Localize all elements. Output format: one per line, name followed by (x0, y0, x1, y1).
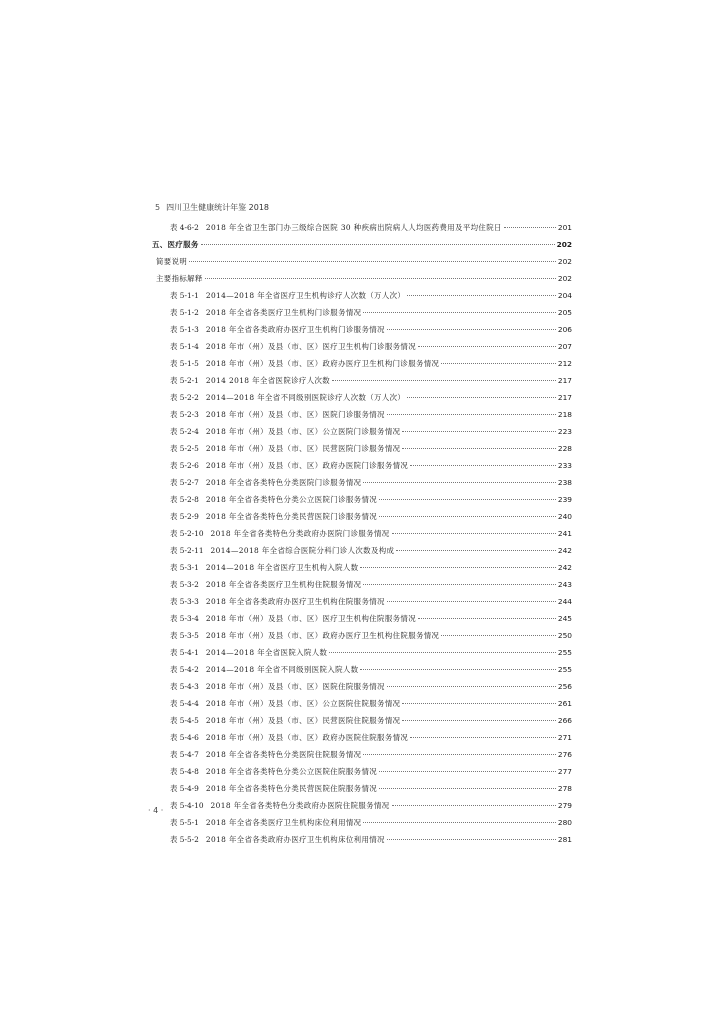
toc-entry[interactable] (152, 256, 572, 273)
toc-entry-page: 207 (557, 342, 572, 351)
toc-entry-page: 280 (557, 818, 572, 827)
toc-entry[interactable] (152, 460, 572, 477)
toc-entry[interactable] (152, 494, 572, 511)
toc-entry-title: 2018 年市（州）及县（市、区）政府办医疗卫生机构门诊服务情况 (205, 359, 440, 368)
toc-entry-number: 表 5-2-7 (170, 478, 199, 487)
toc-entry-page: 271 (557, 733, 572, 742)
toc-dot-leader (402, 720, 555, 721)
toc-entry[interactable] (152, 817, 572, 834)
toc-entry-page: 250 (557, 631, 572, 640)
toc-entry[interactable] (152, 681, 572, 698)
toc-dot-leader (441, 635, 556, 636)
toc-entry-number: 表 5-1-3 (170, 325, 199, 334)
toc-entry-number: 表 5-2-1 (170, 376, 199, 385)
toc-dot-leader (418, 346, 556, 347)
toc-dot-leader (387, 329, 556, 330)
toc-entry-page: 241 (557, 529, 572, 538)
table-of-contents (152, 222, 572, 851)
toc-entry-page: 201 (557, 223, 572, 232)
toc-entry-title: 2018 年市（州）及县（市、区）医院门诊服务情况 (205, 410, 385, 419)
toc-entry-number: 表 5-1-1 (170, 291, 199, 300)
toc-entry-title: 2014—2018 年全省不同级别医院诊疗人次数（万人次） (205, 393, 406, 402)
toc-entry-page: 255 (557, 648, 572, 657)
toc-dot-leader (205, 278, 556, 279)
toc-entry-number: 表 5-4-3 (170, 682, 199, 691)
toc-entry-title: 2018 年全省各类政府办医疗卫生机构住院服务情况 (205, 597, 385, 606)
toc-entry-page: 242 (557, 563, 572, 572)
toc-entry-title: 2018 年市（州）及县（市、区）医疗卫生机构住院服务情况 (205, 614, 416, 623)
toc-entry-number: 表 5-3-3 (170, 597, 199, 606)
toc-entry[interactable] (152, 443, 572, 460)
toc-entry[interactable] (152, 698, 572, 715)
toc-dot-leader (387, 601, 556, 602)
toc-entry-number: 表 5-2-9 (170, 512, 199, 521)
toc-dot-leader (407, 397, 556, 398)
toc-entry-number: 表 5-4-5 (170, 716, 199, 725)
toc-dot-leader (379, 499, 556, 500)
toc-dot-leader (360, 567, 555, 568)
toc-entry-page: 204 (557, 291, 572, 300)
toc-entry-title: 2018 年市（州）及县（市、区）民营医院门诊服务情况 (205, 444, 401, 453)
toc-entry-title: 2018 年全省各类特色分类医院住院服务情况 (205, 750, 362, 759)
toc-entry-title: 2018 年全省各类特色分类公立医院门诊服务情况 (205, 495, 378, 504)
toc-entry[interactable] (152, 290, 572, 307)
toc-entry-title: 2018 年市（州）及县（市、区）医疗卫生机构门诊服务情况 (205, 342, 416, 351)
toc-entry[interactable] (152, 477, 572, 494)
toc-entry-title: 2018 年市（州）及县（市、区）民营医院住院服务情况 (205, 716, 401, 725)
toc-entry[interactable] (152, 630, 572, 647)
toc-entry[interactable] (152, 392, 572, 409)
toc-entry-number: 表 4-6-2 (170, 223, 199, 232)
toc-dot-leader (329, 652, 556, 653)
toc-entry[interactable] (152, 749, 572, 766)
toc-dot-leader (418, 618, 556, 619)
toc-dot-leader (363, 754, 555, 755)
toc-entry-title: 2018 年全省各类政府办医疗卫生机构床位利用情况 (205, 835, 385, 844)
toc-entry-title: 2018 年全省各类医疗卫生机构门诊服务情况 (205, 308, 362, 317)
toc-entry-number: 表 5-2-6 (170, 461, 199, 470)
toc-entry-number: 表 5-1-2 (170, 308, 199, 317)
toc-entry-title: 2018 年全省各类特色分类公立医院住院服务情况 (205, 767, 378, 776)
toc-entry-page: 278 (557, 784, 572, 793)
toc-entry-title: 2018 年市（州）及县（市、区）公立医院住院服务情况 (205, 699, 401, 708)
toc-entry[interactable] (152, 834, 572, 851)
toc-entry[interactable] (152, 375, 572, 392)
toc-entry-number: 表 5-3-4 (170, 614, 199, 623)
toc-dot-leader (363, 822, 555, 823)
toc-dot-leader (379, 516, 556, 517)
toc-entry-page: 212 (557, 359, 572, 368)
toc-entry-number: 表 5-2-8 (170, 495, 199, 504)
toc-entry-title: 2018 年全省各类特色分类政府办医院门诊服务情况 (210, 529, 390, 538)
toc-dot-leader (360, 669, 555, 670)
toc-entry[interactable] (152, 222, 572, 239)
toc-entry[interactable] (152, 307, 572, 324)
toc-entry-title: 2014—2018 年全省医疗卫生机构诊疗人次数（万人次） (205, 291, 406, 300)
toc-entry-number: 表 5-3-2 (170, 580, 199, 589)
toc-dot-leader (410, 737, 556, 738)
toc-entry-page: 202 (557, 274, 572, 283)
toc-dot-leader (396, 550, 556, 551)
toc-dot-leader (363, 482, 555, 483)
toc-entry[interactable] (152, 545, 572, 562)
toc-entry-page: 261 (557, 699, 572, 708)
toc-entry-page: 281 (557, 835, 572, 844)
toc-entry-title: 五、医疗服务 (152, 240, 199, 249)
toc-entry[interactable] (152, 664, 572, 681)
toc-entry-page: 240 (557, 512, 572, 521)
toc-dot-leader (363, 312, 555, 313)
toc-dot-leader (189, 261, 556, 262)
toc-entry[interactable] (152, 579, 572, 596)
toc-entry-title: 2014—2018 年全省综合医院分科门诊人次数及构成 (210, 546, 395, 555)
toc-entry-title: 2018 年全省各类特色分类民营医院门诊服务情况 (205, 512, 378, 521)
toc-entry-number: 表 5-2-10 (170, 529, 204, 538)
toc-entry-page: 243 (557, 580, 572, 589)
toc-entry[interactable] (152, 613, 572, 630)
toc-entry-number: 表 5-2-2 (170, 393, 199, 402)
toc-entry-page: 256 (557, 682, 572, 691)
toc-entry-number: 表 5-3-5 (170, 631, 199, 640)
toc-entry[interactable] (152, 409, 572, 426)
toc-entry-page: 276 (557, 750, 572, 759)
toc-entry-title: 2018 年全省各类特色分类医院门诊服务情况 (205, 478, 362, 487)
toc-entry-title: 2018 年全省各类特色分类政府办医院住院服务情况 (210, 801, 390, 810)
toc-entry[interactable] (152, 647, 572, 664)
toc-entry-title: 2014 2018 年全省医院诊疗人次数 (205, 376, 331, 385)
toc-entry-title: 2018 年市（州）及县（市、区）公立医院门诊服务情况 (205, 427, 401, 436)
toc-dot-leader (504, 227, 556, 228)
toc-entry-number: 表 5-4-8 (170, 767, 199, 776)
toc-entry-number: 表 5-4-2 (170, 665, 199, 674)
toc-entry-number: 表 5-4-6 (170, 733, 199, 742)
toc-entry-title: 2014—2018 年全省不同级别医院入院人数 (205, 665, 359, 674)
toc-dot-leader (392, 533, 556, 534)
toc-entry-title: 2014—2018 年全省医疗卫生机构入院人数 (205, 563, 359, 572)
toc-entry[interactable] (152, 528, 572, 545)
toc-entry-title: 2018 年全省卫生部门办三级综合医院 30 种疾病出院病人人均医药费用及平均住院日 (205, 223, 502, 232)
toc-entry-number: 表 5-4-4 (170, 699, 199, 708)
toc-dot-leader (387, 839, 556, 840)
toc-entry-page: 202 (556, 240, 572, 249)
header-mark: 5 (155, 202, 161, 212)
toc-dot-leader (407, 295, 556, 296)
toc-entry-page: 223 (557, 427, 572, 436)
toc-entry-page: 233 (557, 461, 572, 470)
toc-entry-title: 2018 年市（州）及县（市、区）政府办医疗卫生机构住院服务情况 (205, 631, 440, 640)
toc-entry-number: 表 5-2-5 (170, 444, 199, 453)
toc-entry-number: 表 5-1-5 (170, 359, 199, 368)
toc-dot-leader (332, 380, 556, 381)
toc-entry-page: 217 (557, 376, 572, 385)
toc-entry[interactable] (152, 562, 572, 579)
toc-entry[interactable] (152, 273, 572, 290)
toc-entry-number: 表 5-4-1 (170, 648, 199, 657)
toc-entry-number: 表 5-4-7 (170, 750, 199, 759)
toc-entry[interactable] (152, 800, 572, 817)
toc-entry-page: 217 (557, 393, 572, 402)
toc-entry[interactable] (152, 511, 572, 528)
toc-dot-leader (402, 431, 555, 432)
toc-entry-page: 277 (557, 767, 572, 776)
toc-entry-title: 2018 年市（州）及县（市、区）政府办医院门诊服务情况 (205, 461, 409, 470)
toc-entry-page: 239 (557, 495, 572, 504)
toc-dot-leader (363, 584, 555, 585)
toc-dot-leader (201, 244, 555, 245)
toc-dot-leader (387, 686, 556, 687)
toc-entry-number: 表 5-2-3 (170, 410, 199, 419)
toc-entry-title: 2018 年全省各类医疗卫生机构床位利用情况 (205, 818, 362, 827)
toc-entry[interactable] (152, 426, 572, 443)
toc-dot-leader (379, 788, 556, 789)
toc-entry-title: 2018 年全省各类医疗卫生机构住院服务情况 (205, 580, 362, 589)
toc-entry-page: 202 (557, 257, 572, 266)
toc-entry-page: 206 (557, 325, 572, 334)
page-number: · 4 · (148, 806, 164, 815)
toc-entry[interactable] (152, 732, 572, 749)
toc-entry-number: 表 5-3-1 (170, 563, 199, 572)
toc-dot-leader (410, 465, 556, 466)
toc-entry-number: 表 5-5-2 (170, 835, 199, 844)
toc-entry-page: 242 (557, 546, 572, 555)
toc-entry-number: 表 5-4-10 (170, 801, 204, 810)
toc-entry-page: 244 (557, 597, 572, 606)
toc-entry-page: 255 (557, 665, 572, 674)
toc-entry-title: 2014—2018 年全省医院入院人数 (205, 648, 328, 657)
toc-entry-title: 简要说明 (156, 257, 188, 266)
toc-entry-number: 表 5-5-1 (170, 818, 199, 827)
toc-entry-page: 205 (557, 308, 572, 317)
toc-entry[interactable] (152, 239, 572, 256)
toc-entry-number: 表 5-1-4 (170, 342, 199, 351)
toc-entry[interactable] (152, 324, 572, 341)
toc-entry-title: 2018 年市（州）及县（市、区）医院住院服务情况 (205, 682, 385, 691)
toc-entry-page: 228 (557, 444, 572, 453)
toc-entry-page: 279 (557, 801, 572, 810)
toc-dot-leader (379, 771, 556, 772)
toc-entry-page: 245 (557, 614, 572, 623)
toc-entry[interactable] (152, 341, 572, 358)
toc-entry-number: 表 5-2-11 (170, 546, 204, 555)
toc-entry-page: 266 (557, 716, 572, 725)
toc-dot-leader (392, 805, 556, 806)
toc-dot-leader (402, 448, 555, 449)
toc-entry-number: 表 5-4-9 (170, 784, 199, 793)
toc-entry[interactable] (152, 715, 572, 732)
toc-entry[interactable] (152, 358, 572, 375)
toc-entry-number: 表 5-2-4 (170, 427, 199, 436)
toc-entry[interactable] (152, 766, 572, 783)
header-title: 四川卫生健康统计年鉴 2018 (166, 202, 269, 212)
toc-entry[interactable] (152, 783, 572, 800)
toc-dot-leader (441, 363, 556, 364)
toc-entry-page: 238 (557, 478, 572, 487)
toc-entry-title: 2018 年市（州）及县（市、区）政府办医院住院服务情况 (205, 733, 409, 742)
toc-dot-leader (387, 414, 556, 415)
toc-entry-title: 2018 年全省各类政府办医疗卫生机构门诊服务情况 (205, 325, 385, 334)
running-header (155, 200, 269, 214)
toc-entry-title: 主要指标解释 (156, 274, 203, 283)
toc-entry-title: 2018 年全省各类特色分类民营医院住院服务情况 (205, 784, 378, 793)
toc-entry-page: 218 (557, 410, 572, 419)
toc-entry[interactable] (152, 596, 572, 613)
toc-dot-leader (402, 703, 555, 704)
